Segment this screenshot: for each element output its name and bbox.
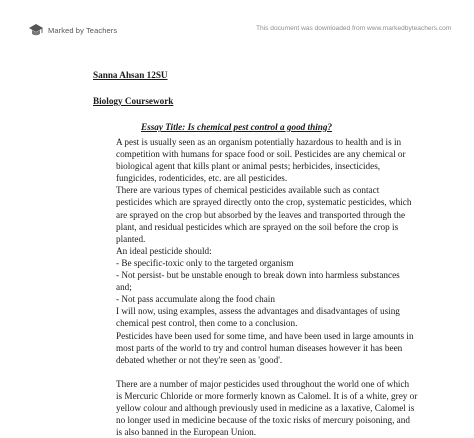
text-line: biological agent that kills plant or animal pests; herbicides, insecticides, xyxy=(116,161,381,172)
paragraph-gap xyxy=(116,366,474,378)
text-line: is also banned in the European Union. xyxy=(116,427,257,438)
text-line: debated whether or not they're seen as 'good'. xyxy=(116,354,283,365)
text-line: - Be specific-toxic only to the targeted organism xyxy=(116,257,294,268)
site-logo[interactable] xyxy=(28,22,117,38)
text-line: A pest is usually seen as an organism potentially hazardous to health and is in xyxy=(116,137,402,147)
text-line: fungicides, rodenticides, etc. are all pesticides. xyxy=(116,173,288,184)
logo-text: Marked by Teachers xyxy=(48,25,118,35)
text-line: There are various types of chemical pesticides available such as contact xyxy=(116,185,380,196)
text-line: pesticides which are sprayed directly onto the crop, systematic pesticides, which xyxy=(116,197,412,208)
text-line: There are a number of major pesticides used throughout the world one of which xyxy=(116,378,410,389)
text-line: chemical pest control, then come to a conclusion. xyxy=(116,318,298,329)
text-line: Pesticides have been used for some time, and have been used in large amounts in xyxy=(116,330,414,341)
text-line: and; xyxy=(116,282,132,293)
text-line: are sprayed on the crop but absorbed by the leaves and transported through the xyxy=(116,209,406,220)
text-line: - Not pass accumulate along the food chain xyxy=(116,294,275,305)
course-line: Biology Coursework xyxy=(93,96,174,106)
text-line: I will now, using examples, assess the advantages and disadvantages of using xyxy=(116,306,400,317)
text-line: yellow colour and although previously used in medicine as a laxative, Calomel is xyxy=(116,403,415,414)
text-line: An ideal pesticide should: xyxy=(116,245,212,256)
author-line: Sanna Ahsan 12SU xyxy=(93,70,168,80)
text-line: plant, and residual pesticides which are sprayed on the soil before the crop is xyxy=(116,221,399,232)
text-line: no longer used in medicine because of the toxic risks of mercury poisoning, and xyxy=(116,415,410,426)
mortarboard-icon xyxy=(28,22,44,38)
text-line: most parts of the world to try and control human diseases however it has been xyxy=(116,342,403,353)
download-notice: This document was downloaded from www.markedbyteachers.com xyxy=(256,25,452,32)
text-line: planted. xyxy=(116,233,146,244)
text-line: - Not persist- but be unstable enough to break down into harmless substances xyxy=(116,270,400,281)
text-line: competition with humans for space food or soil. Pesticides are any chemical or xyxy=(116,149,406,160)
text-line: is Mercuric Chloride or more formerly known as Calomel. It is of a white, grey or xyxy=(116,390,418,401)
site-header xyxy=(0,0,474,62)
essay-body xyxy=(116,136,474,438)
essay-title: Essay Title: Is chemical pest control a good thing? xyxy=(141,122,333,132)
